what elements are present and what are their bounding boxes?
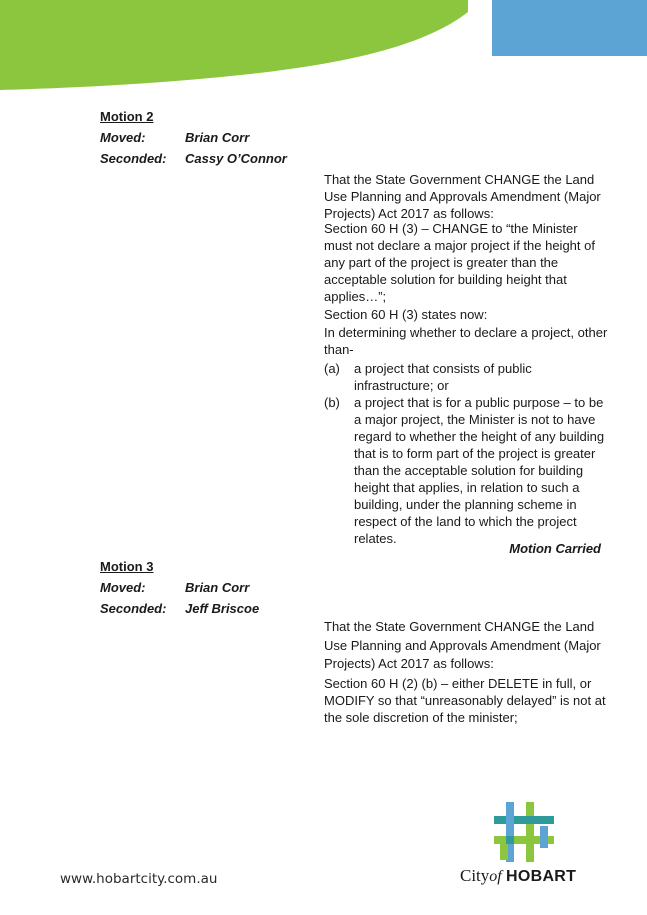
list-text: a project that is for a public purpose – to be a major project, the Minister is not to have regard to whether the height of any building that is to form part of the project is greater than the acceptable solution for building height that applies, in relation to such a building, under the planning scheme in respect of the land to which the project relates. [354,395,605,546]
motion-3-moved-name: Brian Corr [185,580,250,595]
list-text: a project that consists of public infrastructure; or [354,361,532,393]
motion-2-paragraph-3: Section 60 H (3) states now: [324,307,488,322]
motion-3-paragraph-1: That the State Government CHANGE the Land Use Planning and Approvals Amendment (Major Projects) Act 2017 as follows: [324,619,601,671]
motion-2-list-item-a [324,360,609,394]
logo-city-text: City [460,866,490,885]
motion-2-paragraph-4: In determining whether to declare a project, other than- [324,325,608,357]
list-marker: (a) [324,361,340,376]
motion-3-moved-label: Moved: [100,580,146,595]
motion-2-paragraph-2: Section 60 H (3) – CHANGE to “the Minister must not declare a major project if the height of any part of the project is greater than the acceptable solution for building height that applies…”; [324,221,595,304]
motion-3-paragraph-2: Section 60 H (2) (b) – either DELETE in full, or MODIFY so that “unreasonably delayed” is not at the sole discretion of the minister; [324,676,606,725]
logo-hobart-text: HOBART [506,868,577,885]
motion-2-paragraph-1: That the State Government CHANGE the Land Use Planning and Approvals Amendment (Major Projects) Act 2017 as follows: [324,172,601,221]
motion-2-moved-label: Moved: [100,130,146,145]
motion-2-seconded-name: Cassy O’Connor [185,151,287,166]
motion-2-list-item-b [324,394,609,547]
list-marker: (b) [324,395,340,410]
motion-2-result: Motion Carried [509,541,601,556]
footer-website-url: www.hobartcity.com.au [60,871,218,887]
motion-3-seconded-name: Jeff Briscoe [185,601,260,616]
logo-of-text: of [489,868,502,885]
city-of-hobart-logo-icon [492,800,556,864]
motion-3-title: Motion 3 [100,559,154,574]
motion-2-title: Motion 2 [100,109,154,124]
motion-3-seconded-label: Seconded: [100,601,167,616]
motion-2-moved-name: Brian Corr [185,130,250,145]
motion-2-seconded-label: Seconded: [100,151,167,166]
city-of-hobart-wordmark [460,866,576,886]
